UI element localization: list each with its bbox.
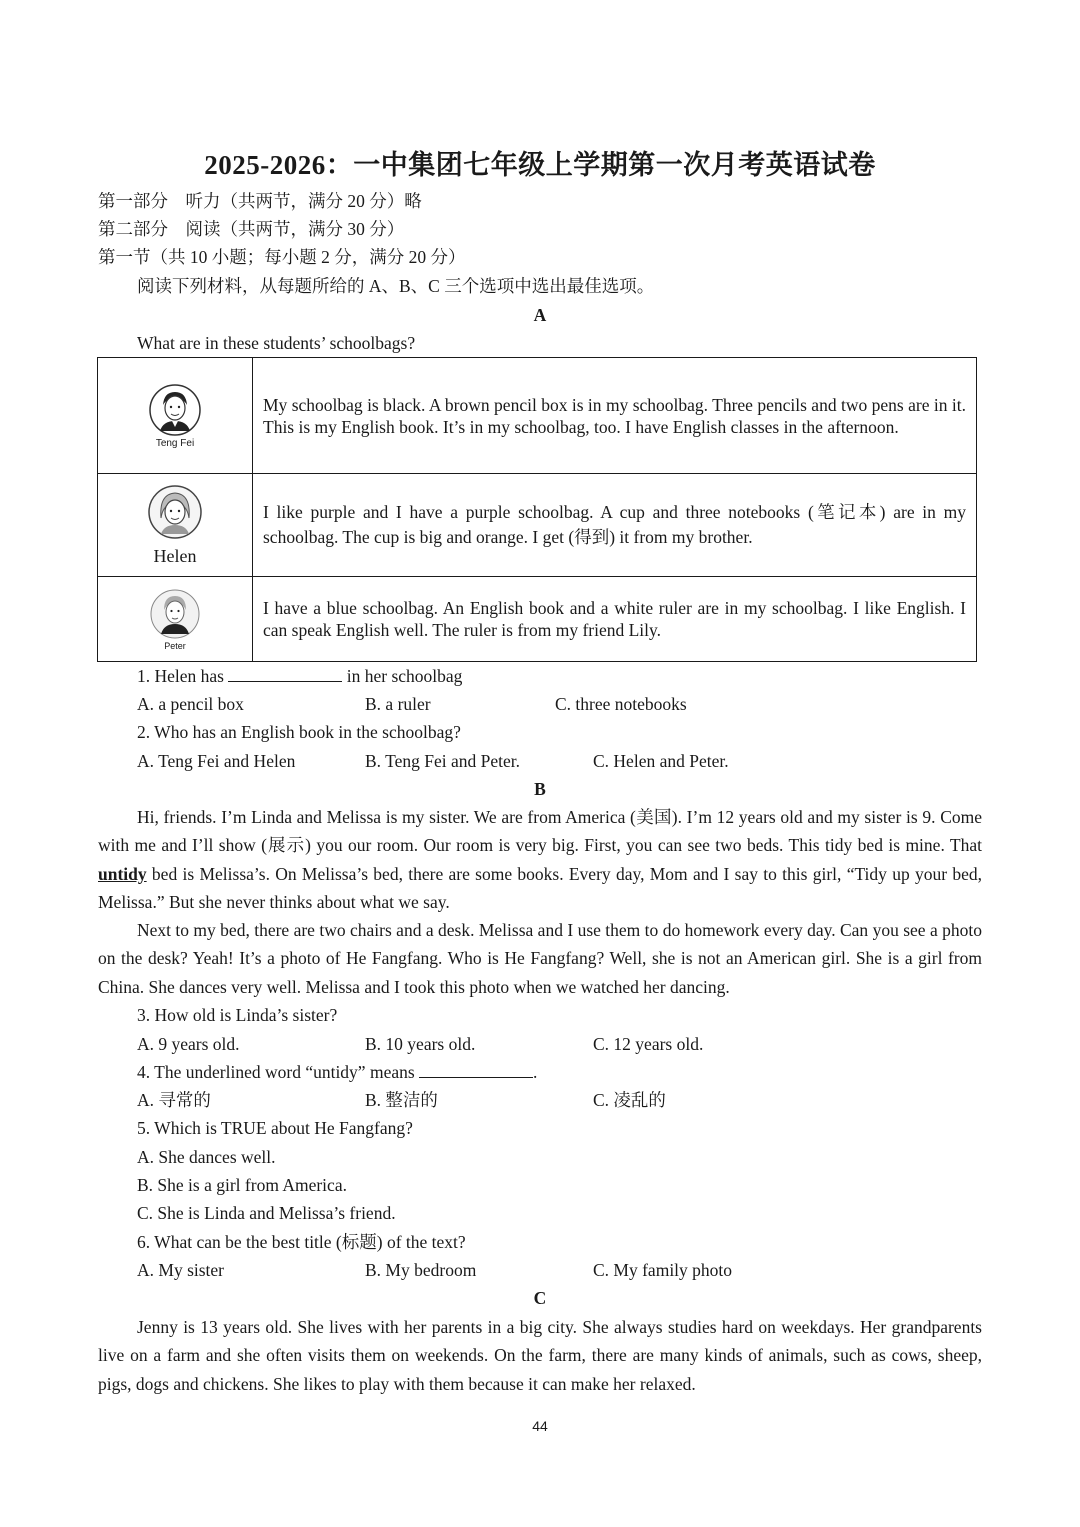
q5-option-c: C. She is Linda and Melissa’s friend. — [137, 1203, 396, 1223]
q1-option-c: C. three notebooks — [555, 694, 687, 714]
instruction: 阅读下列材料，从每题所给的 A、B、C 三个选项中选出最佳选项。 — [137, 276, 655, 296]
passage-c-paragraph-1: Jenny is 13 years old. She lives with her parents in a big city. She always studies hard on weekdays. Her grandparents live on a farm and she often visits them on weekends. On the farm, there are many kinds of animals, such as cows, sheep, pigs, dogs and chickens. She likes to play with them because it can make her relaxed. — [98, 1317, 982, 1394]
student-cell — [98, 474, 253, 577]
question-4 — [137, 1058, 537, 1086]
question-1-pre: 1. Helen has — [137, 666, 229, 686]
page-number: 44 — [532, 1418, 548, 1434]
question-4-post: . — [533, 1062, 538, 1082]
part2-heading: 第二部分 阅读（共两节，满分 30 分） — [98, 219, 405, 239]
student-text: I have a blue schoolbag. An English book and a white ruler are in my schoolbag. I like English. I can speak English well. The ruler is from my friend Lily. — [253, 577, 977, 662]
question-6: 6. What can be the best title (标题) of the text? — [137, 1232, 466, 1252]
passage-c-label: C — [533, 1288, 547, 1308]
p1-text-pre: Hi, friends. I’m Linda and Melissa is my sister. We are from America (美国). I’m 12 years old and my sister is 9. Come with me and I’ll show (展示) you our room. Our room is very big. First, you can see two beds. This tidy bed is mine. That — [98, 807, 982, 856]
exam-title: 2025-2026：一中集团七年级上学期第一次月考英语试卷 — [204, 150, 876, 180]
q2-option-c: C. Helen and Peter. — [593, 751, 729, 771]
q4-option-c: C. 凌乱的 — [593, 1090, 666, 1110]
student-text: I like purple and I have a purple schoolbag. A cup and three notebooks (笔记本) are in my schoolbag. The cup is big and orange. I get (得到) it from my brother. — [253, 474, 977, 577]
boy-avatar-icon — [148, 383, 202, 437]
q5-option-b: B. She is a girl from America. — [137, 1175, 347, 1195]
q3-option-c: C. 12 years old. — [593, 1034, 704, 1054]
q3-option-a: A. 9 years old. — [137, 1034, 240, 1054]
question-4-pre: 4. The underlined word “untidy” means — [137, 1062, 420, 1082]
part1-heading: 第一部分 听力（共两节，满分 20 分）略 — [98, 191, 422, 211]
passage-b-paragraph-2: Next to my bed, there are two chairs and a desk. Melissa and I use them to do homework every day. Can you see a photo on the desk? Yeah! It’s a photo of He Fangfang. Who is He Fangfang? Well, she is not an American girl. She is a girl from China. She dances very well. Melissa and I took this photo when we watched her dancing. — [98, 920, 982, 997]
passage-b-paragraph-1 — [98, 803, 982, 916]
boy-avatar-icon — [149, 588, 201, 640]
students-table — [97, 357, 977, 662]
q1-option-a: A. a pencil box — [137, 694, 244, 714]
student-name: Peter — [164, 640, 186, 651]
student-cell — [98, 577, 253, 662]
section1-heading: 第一节（共 10 小题；每小题 2 分，满分 20 分） — [98, 247, 466, 267]
q2-option-b: B. Teng Fei and Peter. — [365, 751, 520, 771]
answer-blank — [228, 663, 342, 682]
answer-blank — [419, 1059, 533, 1078]
student-row-peter — [98, 577, 977, 662]
student-name: Teng Fei — [155, 437, 195, 449]
q6-option-b: B. My bedroom — [365, 1260, 477, 1280]
q6-option-c: C. My family photo — [593, 1260, 733, 1280]
student-row-helen — [98, 474, 977, 577]
p1-text-post: bed is Melissa’s. On Melissa’s bed, there are some books. Every day, Mom and I say to this girl, “Tidy up your bed, Melissa.” But she never thinks about what we say. — [98, 863, 982, 912]
student-name: Helen — [153, 545, 197, 566]
q5-option-a: A. She dances well. — [137, 1147, 276, 1167]
question-1 — [137, 662, 462, 690]
student-text: My schoolbag is black. A brown pencil box is in my schoolbag. Three pencils and two pens are in it. This is my English book. It’s in my schoolbag, too. I have English classes in the afternoon. — [253, 358, 977, 474]
q2-option-a: A. Teng Fei and Helen — [137, 751, 296, 771]
passage-b-label: B — [534, 779, 546, 799]
question-2: 2. Who has an English book in the schoolbag? — [137, 722, 461, 742]
passage-a-label: A — [533, 305, 547, 325]
q6-option-a: A. My sister — [137, 1260, 225, 1280]
q4-option-a: A. 寻常的 — [137, 1090, 211, 1110]
question-5: 5. Which is TRUE about He Fangfang? — [137, 1118, 413, 1138]
girl-avatar-icon — [147, 484, 203, 540]
underlined-word: untidy — [98, 863, 147, 884]
q3-option-b: B. 10 years old. — [365, 1034, 476, 1054]
q1-option-b: B. a ruler — [365, 694, 431, 714]
student-cell — [98, 358, 253, 474]
q4-option-b: B. 整洁的 — [365, 1090, 438, 1110]
student-row-teng-fei — [98, 358, 977, 474]
question-1-post: in her schoolbag — [342, 666, 463, 686]
question-3: 3. How old is Linda’s sister? — [137, 1005, 338, 1025]
passage-a-intro: What are in these students’ schoolbags? — [137, 333, 416, 353]
